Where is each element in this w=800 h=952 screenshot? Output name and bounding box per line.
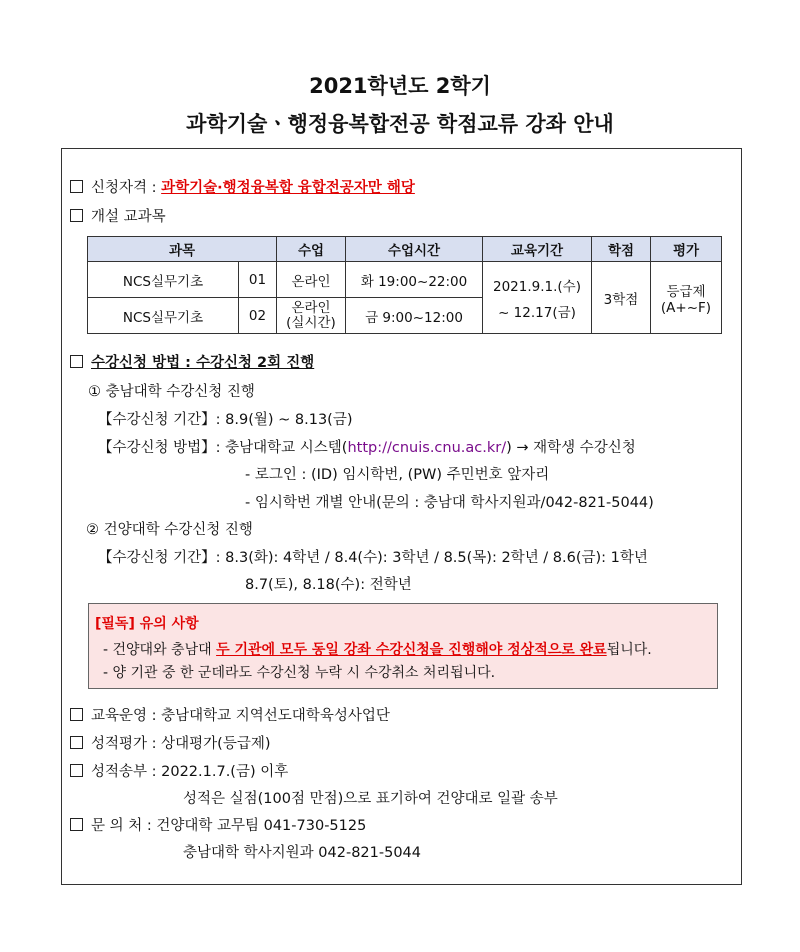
courses-label: 개설 교과목 bbox=[91, 209, 166, 225]
checkbox-icon bbox=[70, 736, 83, 749]
evaluation-row bbox=[70, 732, 271, 753]
course-name: NCS실무기초 bbox=[88, 298, 239, 334]
mode-line: 온라인 bbox=[291, 299, 331, 316]
cnuis-link[interactable]: http://cnuis.cnu.ac.kr/ bbox=[347, 440, 507, 456]
course-section: 01 bbox=[239, 262, 277, 298]
eligibility-value: 과학기술·행정융복합 융합전공자만 해당 bbox=[161, 180, 415, 196]
cnu-period: 【수강신청 기간】: 8.9(월) ~ 8.13(금) bbox=[98, 412, 353, 428]
operation-row bbox=[70, 704, 390, 725]
notice-box bbox=[88, 603, 718, 689]
cnu-title: ① 충남대학 수강신청 진행 bbox=[88, 384, 255, 400]
contact-row bbox=[70, 814, 366, 835]
table-header-row bbox=[88, 237, 722, 262]
course-period bbox=[483, 262, 592, 334]
eligibility-row bbox=[70, 176, 415, 197]
checkbox-icon bbox=[70, 209, 83, 222]
notice-line-1 bbox=[103, 639, 652, 659]
cnu-method-prefix: 【수강신청 방법】: 충남대학교 시스템( bbox=[98, 440, 348, 456]
header-time: 수업시간 bbox=[346, 237, 483, 262]
header-period: 교육기간 bbox=[483, 237, 592, 262]
checkbox-icon bbox=[70, 708, 83, 721]
header-subject: 과목 bbox=[88, 237, 277, 262]
registration-heading: 수강신청 방법 : 수강신청 2회 진행 bbox=[91, 355, 315, 371]
checkbox-icon bbox=[70, 355, 83, 368]
checkbox-icon bbox=[70, 180, 83, 193]
notice-line-2: - 양 기관 중 한 군데라도 수강신청 누락 시 수강취소 처리됩니다. bbox=[103, 665, 496, 681]
course-time: 금 9:00~12:00 bbox=[346, 298, 483, 334]
kyu-period: 【수강신청 기간】: 8.3(화): 4학년 / 8.4(수): 3학년 / 8.5(목): 2학년 / 8.6(금): 1학년 bbox=[98, 550, 648, 566]
cnu-temp-id: - 임시학번 개별 안내(문의 : 충남대 학사지원과/042-821-5044) bbox=[245, 495, 654, 511]
checkbox-icon bbox=[70, 764, 83, 777]
evaluation-text: 성적평가 : 상대평가(등급제) bbox=[91, 736, 271, 752]
course-credit: 3학점 bbox=[592, 262, 651, 334]
course-time: 화 19:00~22:00 bbox=[346, 262, 483, 298]
kyu-title: ② 건양대학 수강신청 진행 bbox=[86, 522, 253, 538]
header-grading: 평가 bbox=[651, 237, 722, 262]
grading-range: (A+~F) bbox=[660, 299, 712, 316]
course-name: NCS실무기초 bbox=[88, 262, 239, 298]
mode-line-realtime: (실시간) bbox=[286, 314, 336, 331]
course-mode: 온라인 bbox=[277, 262, 346, 298]
period-start: 2021.9.1.(수) bbox=[493, 278, 581, 295]
cnu-login: - 로그인 : (ID) 임시학번, (PW) 주민번호 앞자리 bbox=[245, 467, 550, 483]
eligibility-label: 신청자격 : bbox=[91, 180, 162, 196]
table-row bbox=[88, 262, 722, 298]
document-subtitle: 과학기술ㆍ행정융복합전공 학점교류 강좌 안내 bbox=[186, 112, 614, 136]
document-title: 2021학년도 2학기 bbox=[309, 74, 491, 98]
operation-text: 교육운영 : 충남대학교 지역선도대학육성사업단 bbox=[91, 708, 390, 724]
kyu-period-extra: 8.7(토), 8.18(수): 전학년 bbox=[245, 577, 412, 593]
grade-send-detail: 성적은 실점(100점 만점)으로 표기하여 건양대로 일괄 송부 bbox=[183, 791, 558, 807]
grade-send-text: 성적송부 : 2022.1.7.(금) 이후 bbox=[91, 764, 289, 780]
header-mode: 수업 bbox=[277, 237, 346, 262]
course-grading bbox=[651, 262, 722, 334]
course-table bbox=[87, 236, 722, 334]
registration-row bbox=[70, 351, 314, 372]
course-section: 02 bbox=[239, 298, 277, 334]
notice-line-1-prefix: - 건양대와 충남대 bbox=[103, 642, 217, 658]
course-mode bbox=[277, 298, 346, 334]
cnu-method-suffix: ) → 재학생 수강신청 bbox=[506, 440, 636, 456]
header-credit: 학점 bbox=[592, 237, 651, 262]
grading-type: 등급제 bbox=[666, 283, 706, 300]
cnu-method bbox=[98, 436, 636, 457]
grade-send-row bbox=[70, 760, 288, 781]
notice-line-1-suffix: 됩니다. bbox=[606, 642, 652, 658]
notice-title: [필독] 유의 사항 bbox=[95, 616, 199, 632]
period-end: ~ 12.17(금) bbox=[498, 304, 576, 321]
notice-highlight: 두 기관에 모두 동일 강좌 수강신청을 진행해야 정상적으로 완료 bbox=[216, 642, 607, 658]
contact-detail: 충남대학 학사지원과 042-821-5044 bbox=[183, 845, 421, 861]
courses-row bbox=[70, 205, 166, 226]
checkbox-icon bbox=[70, 818, 83, 831]
contact-text: 문 의 처 : 건양대학 교무팀 041-730-5125 bbox=[91, 818, 367, 834]
